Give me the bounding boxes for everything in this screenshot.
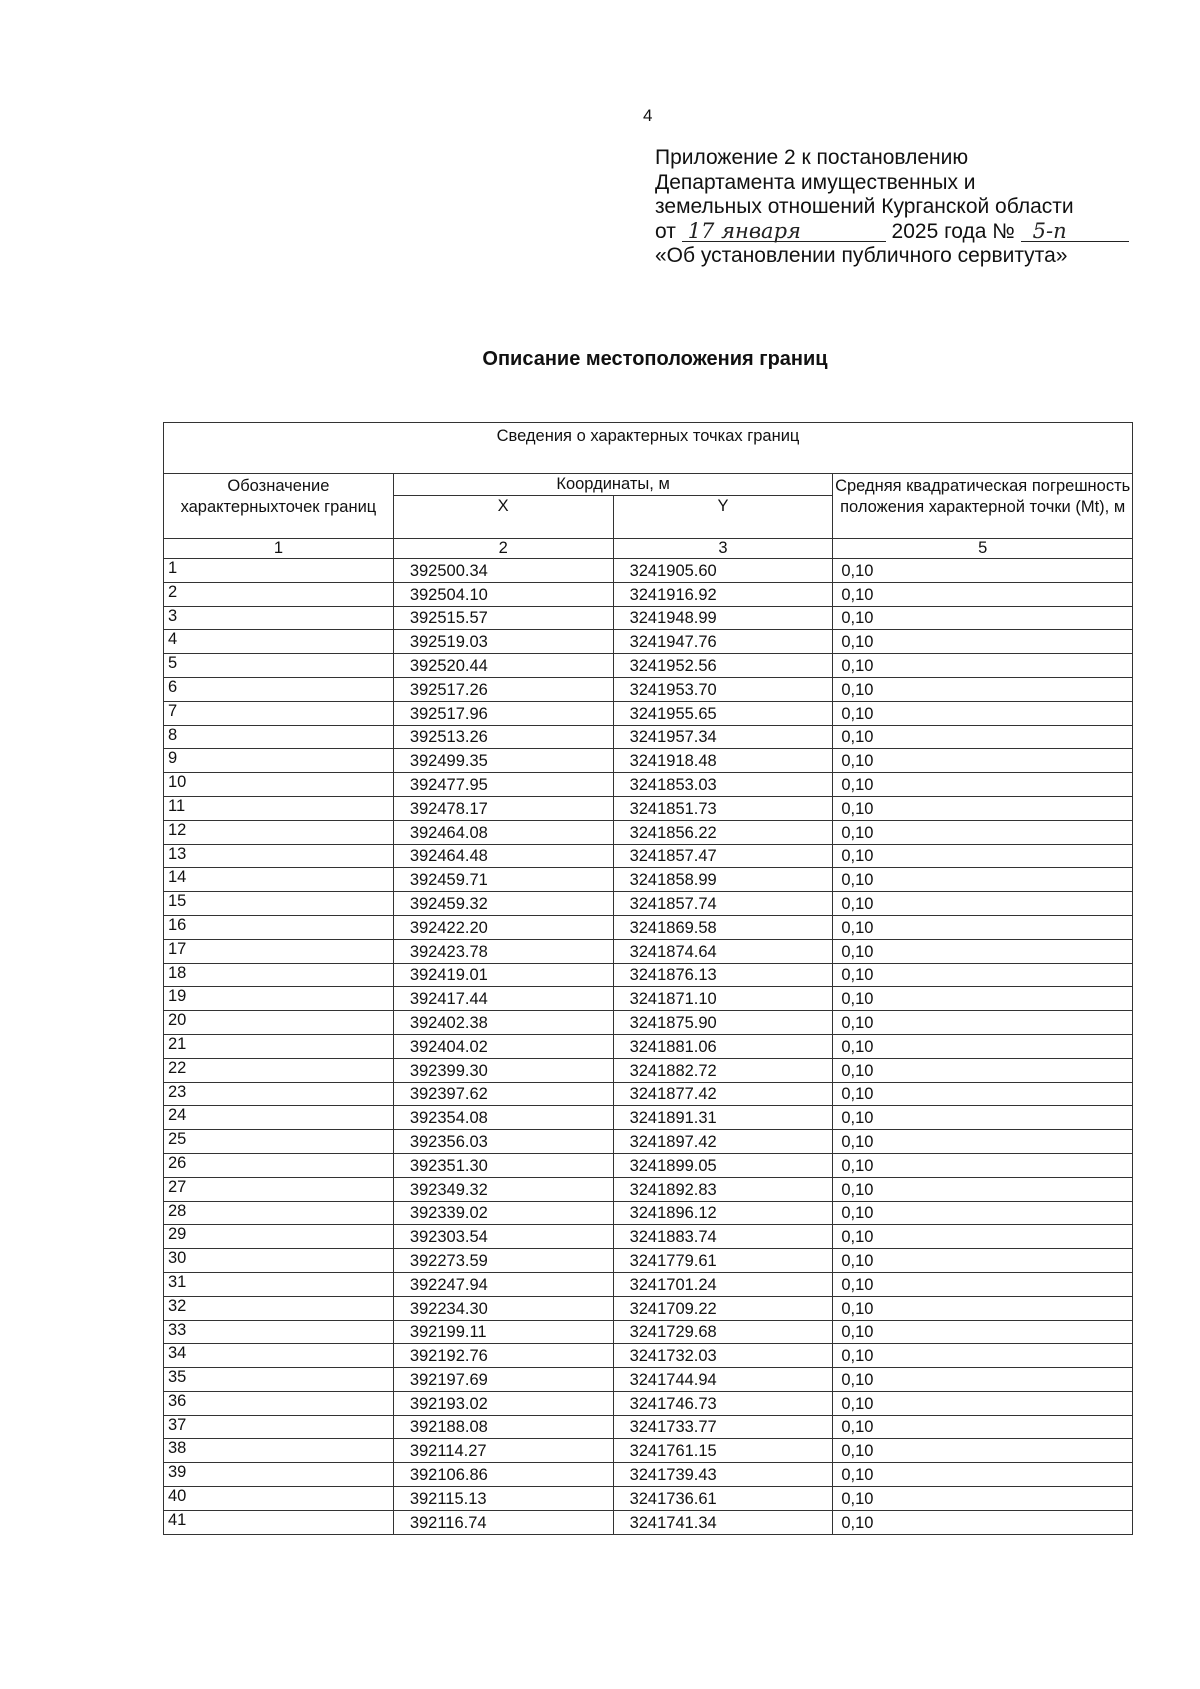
boundary-points-table — [163, 422, 1133, 1535]
point-id: 9 — [164, 749, 394, 773]
table-row — [164, 654, 1133, 678]
mean-error: 0,10 — [833, 796, 1133, 820]
point-id: 3 — [164, 606, 394, 630]
mean-error: 0,10 — [833, 559, 1133, 583]
coord-y: 3241948.99 — [613, 606, 833, 630]
point-id: 19 — [164, 987, 394, 1011]
coord-x: 392351.30 — [393, 1153, 613, 1177]
mean-error: 0,10 — [833, 749, 1133, 773]
mean-error: 0,10 — [833, 1415, 1133, 1439]
coord-y: 3241947.76 — [613, 630, 833, 654]
point-id: 25 — [164, 1130, 394, 1154]
appendix-date-line — [655, 220, 1129, 245]
table-row — [164, 892, 1133, 916]
coord-x: 392116.74 — [393, 1510, 613, 1534]
table-row — [164, 725, 1133, 749]
mean-error: 0,10 — [833, 1463, 1133, 1487]
point-id: 18 — [164, 963, 394, 987]
coord-y: 3241882.72 — [613, 1058, 833, 1082]
coord-x: 392114.27 — [393, 1439, 613, 1463]
mean-error: 0,10 — [833, 1177, 1133, 1201]
table-caption: Сведения о характерных точках границ — [164, 423, 1133, 474]
table-row — [164, 1415, 1133, 1439]
point-id: 41 — [164, 1510, 394, 1534]
coord-y: 3241874.64 — [613, 939, 833, 963]
mean-error: 0,10 — [833, 630, 1133, 654]
coord-y: 3241876.13 — [613, 963, 833, 987]
coord-y: 3241953.70 — [613, 677, 833, 701]
column-number: 5 — [833, 539, 1133, 559]
point-id: 30 — [164, 1249, 394, 1273]
mean-error: 0,10 — [833, 987, 1133, 1011]
coord-x: 392519.03 — [393, 630, 613, 654]
mean-error: 0,10 — [833, 1320, 1133, 1344]
coord-x: 392417.44 — [393, 987, 613, 1011]
header-point: Обозначение характерныхточек границ — [164, 474, 394, 539]
point-id: 24 — [164, 1106, 394, 1130]
table-row — [164, 844, 1133, 868]
point-id: 17 — [164, 939, 394, 963]
mean-error: 0,10 — [833, 868, 1133, 892]
coord-y: 3241733.77 — [613, 1415, 833, 1439]
coord-y: 3241896.12 — [613, 1201, 833, 1225]
coord-y: 3241899.05 — [613, 1153, 833, 1177]
coord-x: 392464.48 — [393, 844, 613, 868]
point-id: 37 — [164, 1415, 394, 1439]
coord-y: 3241877.42 — [613, 1082, 833, 1106]
table-row — [164, 1034, 1133, 1058]
coord-y: 3241871.10 — [613, 987, 833, 1011]
coord-x: 392404.02 — [393, 1034, 613, 1058]
table-row — [164, 1058, 1133, 1082]
coord-y: 3241858.99 — [613, 868, 833, 892]
table-row — [164, 820, 1133, 844]
point-id: 29 — [164, 1225, 394, 1249]
mean-error: 0,10 — [833, 1130, 1133, 1154]
mean-error: 0,10 — [833, 1439, 1133, 1463]
page-number: 4 — [643, 106, 653, 125]
appendix-line-3: земельных отношений Курганской области — [655, 195, 1074, 218]
table-row — [164, 1106, 1133, 1130]
point-id: 2 — [164, 582, 394, 606]
coord-x: 392515.57 — [393, 606, 613, 630]
mean-error: 0,10 — [833, 1272, 1133, 1296]
appendix-line-1: Приложение 2 к постановлению — [655, 146, 969, 169]
mean-error: 0,10 — [833, 1011, 1133, 1035]
coord-y: 3241736.61 — [613, 1487, 833, 1511]
table-row — [164, 796, 1133, 820]
mean-error: 0,10 — [833, 915, 1133, 939]
coord-y: 3241856.22 — [613, 820, 833, 844]
table-row — [164, 1177, 1133, 1201]
mean-error: 0,10 — [833, 606, 1133, 630]
coord-y: 3241891.31 — [613, 1106, 833, 1130]
coord-x: 392234.30 — [393, 1296, 613, 1320]
coord-x: 392339.02 — [393, 1201, 613, 1225]
table-row — [164, 630, 1133, 654]
coord-x: 392349.32 — [393, 1177, 613, 1201]
mean-error: 0,10 — [833, 1201, 1133, 1225]
point-id: 39 — [164, 1463, 394, 1487]
point-id: 5 — [164, 654, 394, 678]
table-row — [164, 1439, 1133, 1463]
column-number: 3 — [613, 539, 833, 559]
mean-error: 0,10 — [833, 1391, 1133, 1415]
mean-error: 0,10 — [833, 1106, 1133, 1130]
table-row — [164, 1344, 1133, 1368]
table-row — [164, 1225, 1133, 1249]
coord-x: 392356.03 — [393, 1130, 613, 1154]
coord-y: 3241732.03 — [613, 1344, 833, 1368]
point-id: 33 — [164, 1320, 394, 1344]
mean-error: 0,10 — [833, 701, 1133, 725]
point-id: 14 — [164, 868, 394, 892]
mean-error: 0,10 — [833, 844, 1133, 868]
coord-x: 392513.26 — [393, 725, 613, 749]
table-row — [164, 677, 1133, 701]
mean-error: 0,10 — [833, 1058, 1133, 1082]
coord-x: 392397.62 — [393, 1082, 613, 1106]
point-id: 13 — [164, 844, 394, 868]
date-prefix: от — [655, 219, 676, 243]
coord-y: 3241746.73 — [613, 1391, 833, 1415]
coord-x: 392477.95 — [393, 773, 613, 797]
coord-y: 3241857.47 — [613, 844, 833, 868]
coord-x: 392399.30 — [393, 1058, 613, 1082]
table-row — [164, 868, 1133, 892]
mean-error: 0,10 — [833, 677, 1133, 701]
table-row — [164, 1296, 1133, 1320]
table-row — [164, 1153, 1133, 1177]
handwritten-date: 17 января — [682, 221, 886, 242]
document-title: Описание местоположения границ — [482, 348, 828, 370]
handwritten-number: 5-п — [1021, 221, 1129, 242]
appendix-line-2: Департамента имущественных и — [655, 170, 976, 194]
coord-x: 392188.08 — [393, 1415, 613, 1439]
coord-x: 392419.01 — [393, 963, 613, 987]
coord-y: 3241916.92 — [613, 582, 833, 606]
table-row — [164, 606, 1133, 630]
year-text: 2025 года № — [891, 219, 1015, 243]
mean-error: 0,10 — [833, 654, 1133, 678]
mean-error: 0,10 — [833, 1153, 1133, 1177]
coord-y: 3241869.58 — [613, 915, 833, 939]
coord-y: 3241779.61 — [613, 1249, 833, 1273]
mean-error: 0,10 — [833, 1296, 1133, 1320]
coord-y: 3241701.24 — [613, 1272, 833, 1296]
table-row — [164, 939, 1133, 963]
mean-error: 0,10 — [833, 1368, 1133, 1392]
coord-x: 392303.54 — [393, 1225, 613, 1249]
coord-y: 3241957.34 — [613, 725, 833, 749]
mean-error: 0,10 — [833, 1344, 1133, 1368]
mean-error: 0,10 — [833, 963, 1133, 987]
coord-x: 392464.08 — [393, 820, 613, 844]
point-id: 6 — [164, 677, 394, 701]
table-row — [164, 1320, 1133, 1344]
point-id: 31 — [164, 1272, 394, 1296]
coord-y: 3241952.56 — [613, 654, 833, 678]
point-id: 40 — [164, 1487, 394, 1511]
coord-x: 392517.26 — [393, 677, 613, 701]
point-id: 21 — [164, 1034, 394, 1058]
coord-x: 392459.32 — [393, 892, 613, 916]
table-row — [164, 749, 1133, 773]
mean-error: 0,10 — [833, 1487, 1133, 1511]
coord-x: 392273.59 — [393, 1249, 613, 1273]
coord-x: 392192.76 — [393, 1344, 613, 1368]
point-id: 28 — [164, 1201, 394, 1225]
coord-x: 392106.86 — [393, 1463, 613, 1487]
coord-y: 3241741.34 — [613, 1510, 833, 1534]
point-id: 34 — [164, 1344, 394, 1368]
header-x: X — [393, 496, 613, 539]
coord-y: 3241744.94 — [613, 1368, 833, 1392]
coord-x: 392520.44 — [393, 654, 613, 678]
point-id: 12 — [164, 820, 394, 844]
coord-x: 392199.11 — [393, 1320, 613, 1344]
header-y: Y — [613, 496, 833, 539]
coord-y: 3241729.68 — [613, 1320, 833, 1344]
mean-error: 0,10 — [833, 1510, 1133, 1534]
coord-x: 392247.94 — [393, 1272, 613, 1296]
coord-y: 3241853.03 — [613, 773, 833, 797]
point-id: 38 — [164, 1439, 394, 1463]
table-row — [164, 582, 1133, 606]
point-id: 27 — [164, 1177, 394, 1201]
coord-x: 392517.96 — [393, 701, 613, 725]
table-row — [164, 1391, 1133, 1415]
table-row — [164, 559, 1133, 583]
coord-x: 392402.38 — [393, 1011, 613, 1035]
coord-x: 392197.69 — [393, 1368, 613, 1392]
table-row — [164, 1272, 1133, 1296]
table-row — [164, 1011, 1133, 1035]
table-row — [164, 915, 1133, 939]
table-row — [164, 701, 1133, 725]
mean-error: 0,10 — [833, 892, 1133, 916]
point-id: 15 — [164, 892, 394, 916]
appendix-line-5: «Об установлении публичного сервитута» — [655, 244, 1068, 267]
coord-x: 392459.71 — [393, 868, 613, 892]
table-row — [164, 773, 1133, 797]
appendix-header — [655, 146, 1129, 269]
header-coords: Координаты, м — [393, 474, 833, 496]
coord-y: 3241955.65 — [613, 701, 833, 725]
point-id: 26 — [164, 1153, 394, 1177]
coord-y: 3241851.73 — [613, 796, 833, 820]
point-id: 32 — [164, 1296, 394, 1320]
table-row — [164, 1082, 1133, 1106]
mean-error: 0,10 — [833, 1034, 1133, 1058]
table-row — [164, 1201, 1133, 1225]
point-id: 7 — [164, 701, 394, 725]
coord-y: 3241739.43 — [613, 1463, 833, 1487]
coord-y: 3241892.83 — [613, 1177, 833, 1201]
point-id: 11 — [164, 796, 394, 820]
table-row — [164, 1368, 1133, 1392]
mean-error: 0,10 — [833, 725, 1133, 749]
header-error: Средняя квадратическая погрешность положения характерной точки (Mt), м — [833, 474, 1133, 539]
coord-x: 392193.02 — [393, 1391, 613, 1415]
mean-error: 0,10 — [833, 939, 1133, 963]
coord-y: 3241875.90 — [613, 1011, 833, 1035]
point-id: 10 — [164, 773, 394, 797]
coord-y: 3241905.60 — [613, 559, 833, 583]
coord-y: 3241857.74 — [613, 892, 833, 916]
coord-x: 392423.78 — [393, 939, 613, 963]
point-id: 16 — [164, 915, 394, 939]
point-id: 22 — [164, 1058, 394, 1082]
mean-error: 0,10 — [833, 1249, 1133, 1273]
mean-error: 0,10 — [833, 1225, 1133, 1249]
table-row — [164, 1249, 1133, 1273]
coord-x: 392115.13 — [393, 1487, 613, 1511]
coord-y: 3241897.42 — [613, 1130, 833, 1154]
table-row — [164, 1463, 1133, 1487]
table-row — [164, 1130, 1133, 1154]
point-id: 36 — [164, 1391, 394, 1415]
mean-error: 0,10 — [833, 1082, 1133, 1106]
coord-y: 3241709.22 — [613, 1296, 833, 1320]
point-id: 4 — [164, 630, 394, 654]
point-id: 35 — [164, 1368, 394, 1392]
coord-y: 3241761.15 — [613, 1439, 833, 1463]
mean-error: 0,10 — [833, 820, 1133, 844]
coord-x: 392499.35 — [393, 749, 613, 773]
table-row — [164, 1510, 1133, 1534]
column-number: 1 — [164, 539, 394, 559]
coord-x: 392422.20 — [393, 915, 613, 939]
coord-x: 392500.34 — [393, 559, 613, 583]
coord-x: 392354.08 — [393, 1106, 613, 1130]
mean-error: 0,10 — [833, 582, 1133, 606]
table-row — [164, 987, 1133, 1011]
table-row — [164, 1487, 1133, 1511]
column-number: 2 — [393, 539, 613, 559]
coord-x: 392478.17 — [393, 796, 613, 820]
coord-y: 3241918.48 — [613, 749, 833, 773]
point-id: 1 — [164, 559, 394, 583]
point-id: 8 — [164, 725, 394, 749]
table-row — [164, 963, 1133, 987]
coord-x: 392504.10 — [393, 582, 613, 606]
coord-y: 3241881.06 — [613, 1034, 833, 1058]
point-id: 20 — [164, 1011, 394, 1035]
mean-error: 0,10 — [833, 773, 1133, 797]
point-id: 23 — [164, 1082, 394, 1106]
coord-y: 3241883.74 — [613, 1225, 833, 1249]
